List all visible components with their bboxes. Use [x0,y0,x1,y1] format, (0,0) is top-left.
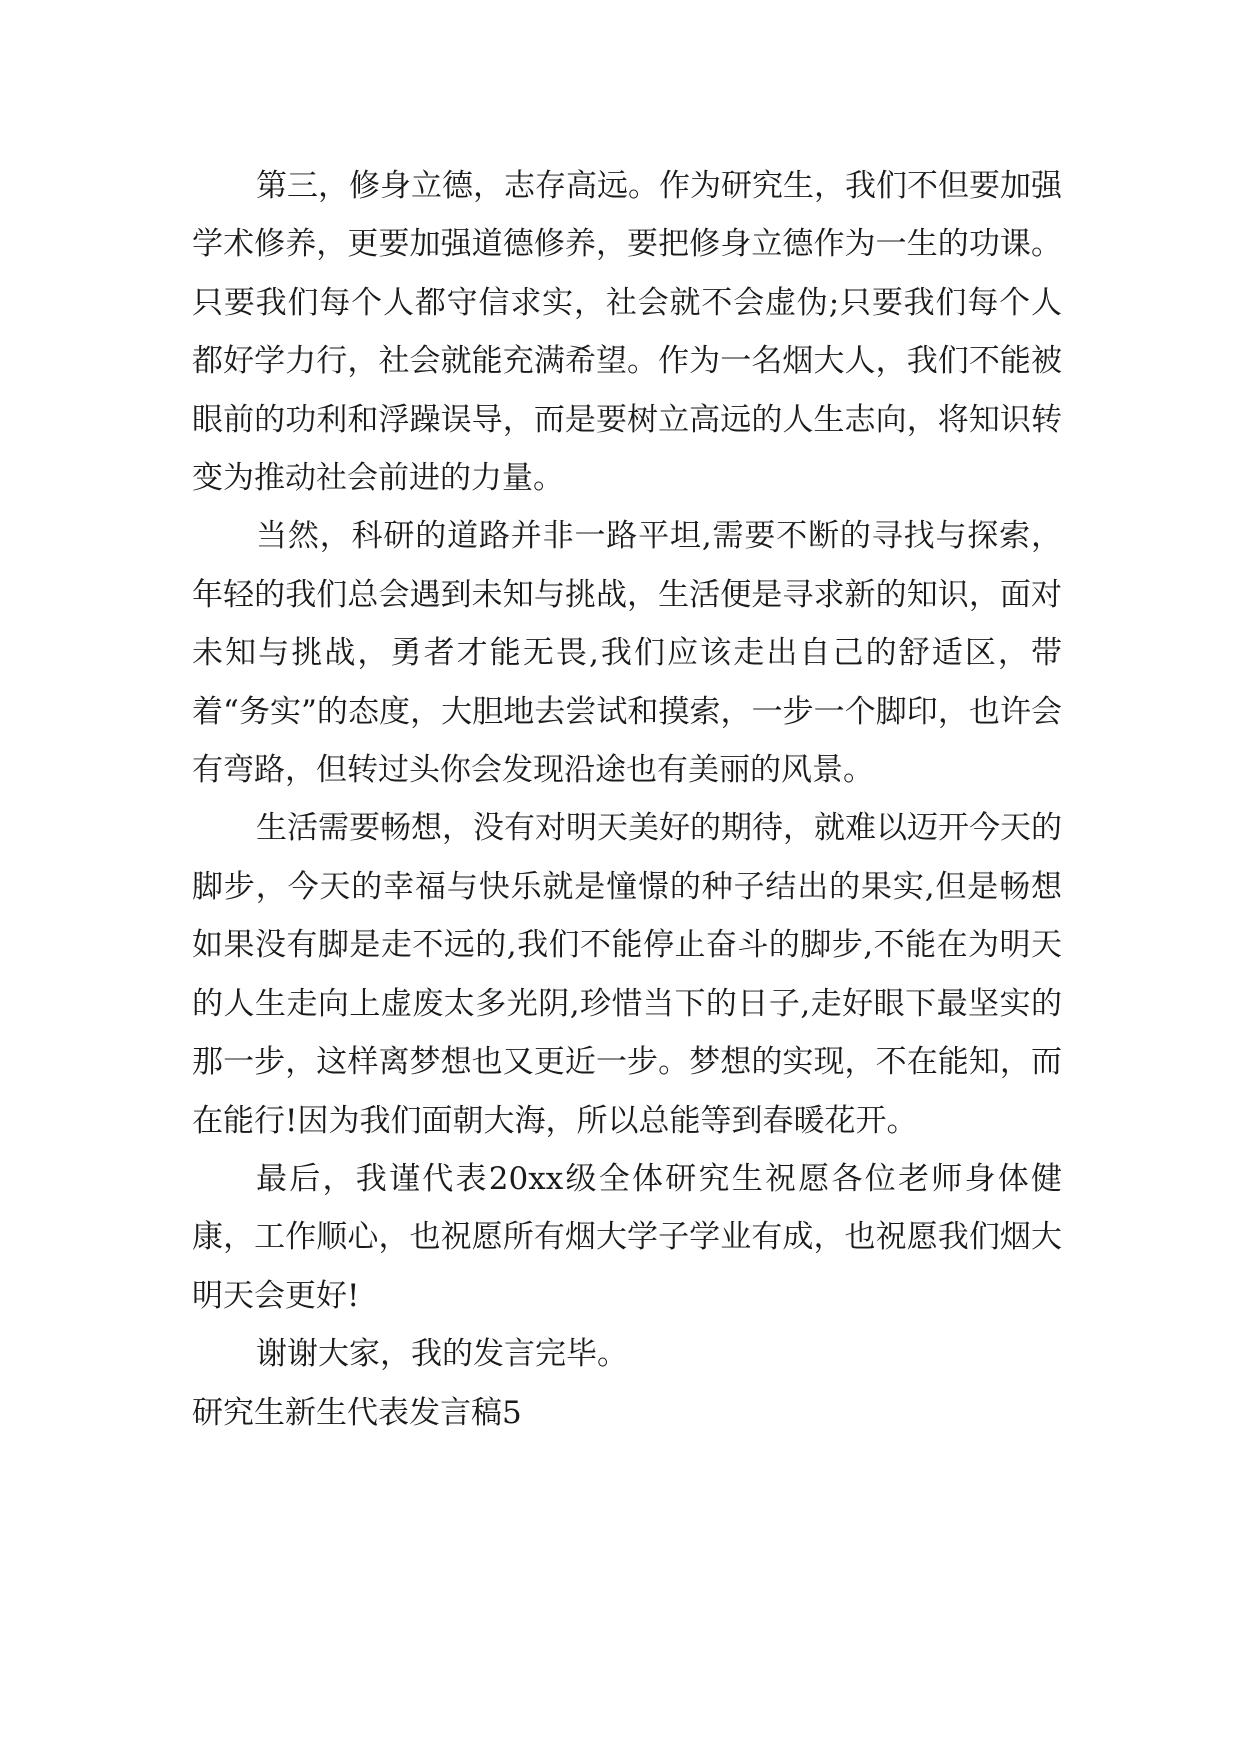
paragraph-research-path: 当然，科研的道路并非一路平坦,需要不断的寻找与探索，年轻的我们总会遇到未知与挑战，生活便是寻求新的知识，面对未知与挑战，勇者才能无畏,我们应该走出自己的舒适区，带着“务实”的态度，大胆地去尝试和摸索，一步一个脚印，也许会有弯路，但转过头你会发现沿途也有美丽的风景。 [192,518,1062,789]
paragraph-thanks: 谢谢大家，我的发言完毕。 [256,1336,628,1373]
paragraph-closing-wishes: 最后，我谨代表20xx级全体研究生祝愿各位老师身体健康，工作顺心，也祝愿所有烟大学子学业有成，也祝愿我们烟大明天会更好! [192,1160,1062,1314]
section-heading: 研究生新生代表发言稿5 [192,1394,522,1431]
paragraph-dreams: 生活需要畅想，没有对明天美好的期待，就难以迈开今天的脚步，今天的幸福与快乐就是憧憬的种子结出的果实,但是畅想如果没有脚是走不远的,我们不能停止奋斗的脚步,不能在为明天的人生走向上虚废太多光阴,珍惜当下的日子,走好眼下最坚实的那一步，这样离梦想也又更近一步。梦想的实现，不在能知，而在能行!因为我们面朝大海，所以总能等到春暖花开。 [192,810,1062,1139]
document-body [192,157,1062,1442]
paragraph-self-cultivation: 第三，修身立德，志存高远。作为研究生，我们不但要加强学术修养，更要加强道德修养，要把修身立德作为一生的功课。只要我们每个人都守信求实，社会就不会虚伪;只要我们每个人都好学力行，社会就能充满希望。作为一名烟大人，我们不能被眼前的功利和浮躁误导，而是要树立高远的人生志向，将知识转变为推动社会前进的力量。 [192,168,1062,497]
